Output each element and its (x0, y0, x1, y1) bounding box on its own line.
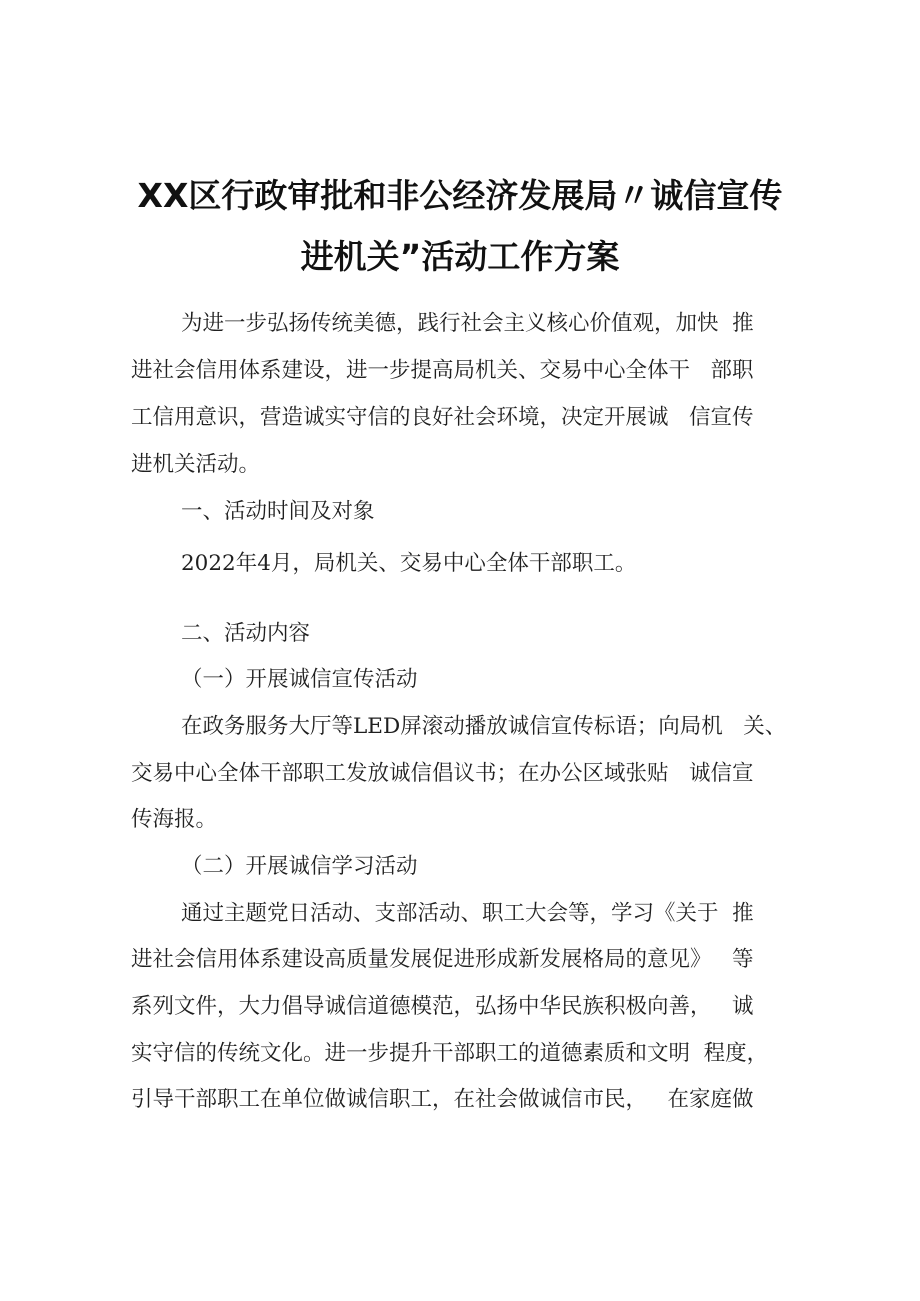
subsection-2-line-4: 实守信的传统文化。进一步提升干部职工的道德素质和文明 程度， (131, 1041, 769, 1066)
document-title-line-1: XX区行政审批和非公经济发展局〃诚信宣传 (137, 176, 783, 215)
subsection-2-line-5: 引导干部职工在单位做诚信职工，在社会做诚信市民， 在家庭做 (131, 1087, 754, 1112)
intro-line-4: 进机关活动。 (131, 452, 261, 477)
subsection-1-line-3: 传海报。 (131, 807, 218, 832)
subsection-2-line-3: 系列文件，大力倡导诚信道德模范，弘扬中华民族积极向善， 诚 (131, 994, 754, 1019)
subsection-1-line-1: 在政务服务大厅等LED屏滚动播放诚信宣传标语；向局机 关、 (181, 714, 787, 739)
subsection-2-heading: （二）开展诚信学习活动 (181, 854, 418, 879)
section-1-body: 2022年4月，局机关、交易中心全体干部职工。 (181, 551, 637, 576)
intro-line-3: 工信用意识，营造诚实守信的良好社会环境，决定开展诚 信宣传 (131, 405, 754, 430)
subsection-1-line-2: 交易中心全体干部职工发放诚信倡议书；在办公区域张贴 诚信宣 (131, 761, 754, 786)
section-1-heading: 一、活动时间及对象 (181, 499, 375, 524)
subsection-2-line-1: 通过主题党日活动、支部活动、职工大会等，学习《关于 推 (181, 901, 754, 926)
section-2-heading: 二、活动内容 (181, 621, 311, 646)
subsection-1-heading: （一）开展诚信宣传活动 (181, 667, 418, 692)
intro-line-1: 为进一步弘扬传统美德，践行社会主义核心价值观，加快 推 (181, 311, 754, 336)
document-title-line-2: 进机关”活动工作方案 (300, 237, 620, 276)
subsection-2-line-2: 进社会信用体系建设高质量发展促进形成新发展格局的意见》 等 (131, 947, 754, 972)
intro-line-2: 进社会信用体系建设，进一步提高局机关、交易中心全体干 部职 (131, 358, 754, 383)
